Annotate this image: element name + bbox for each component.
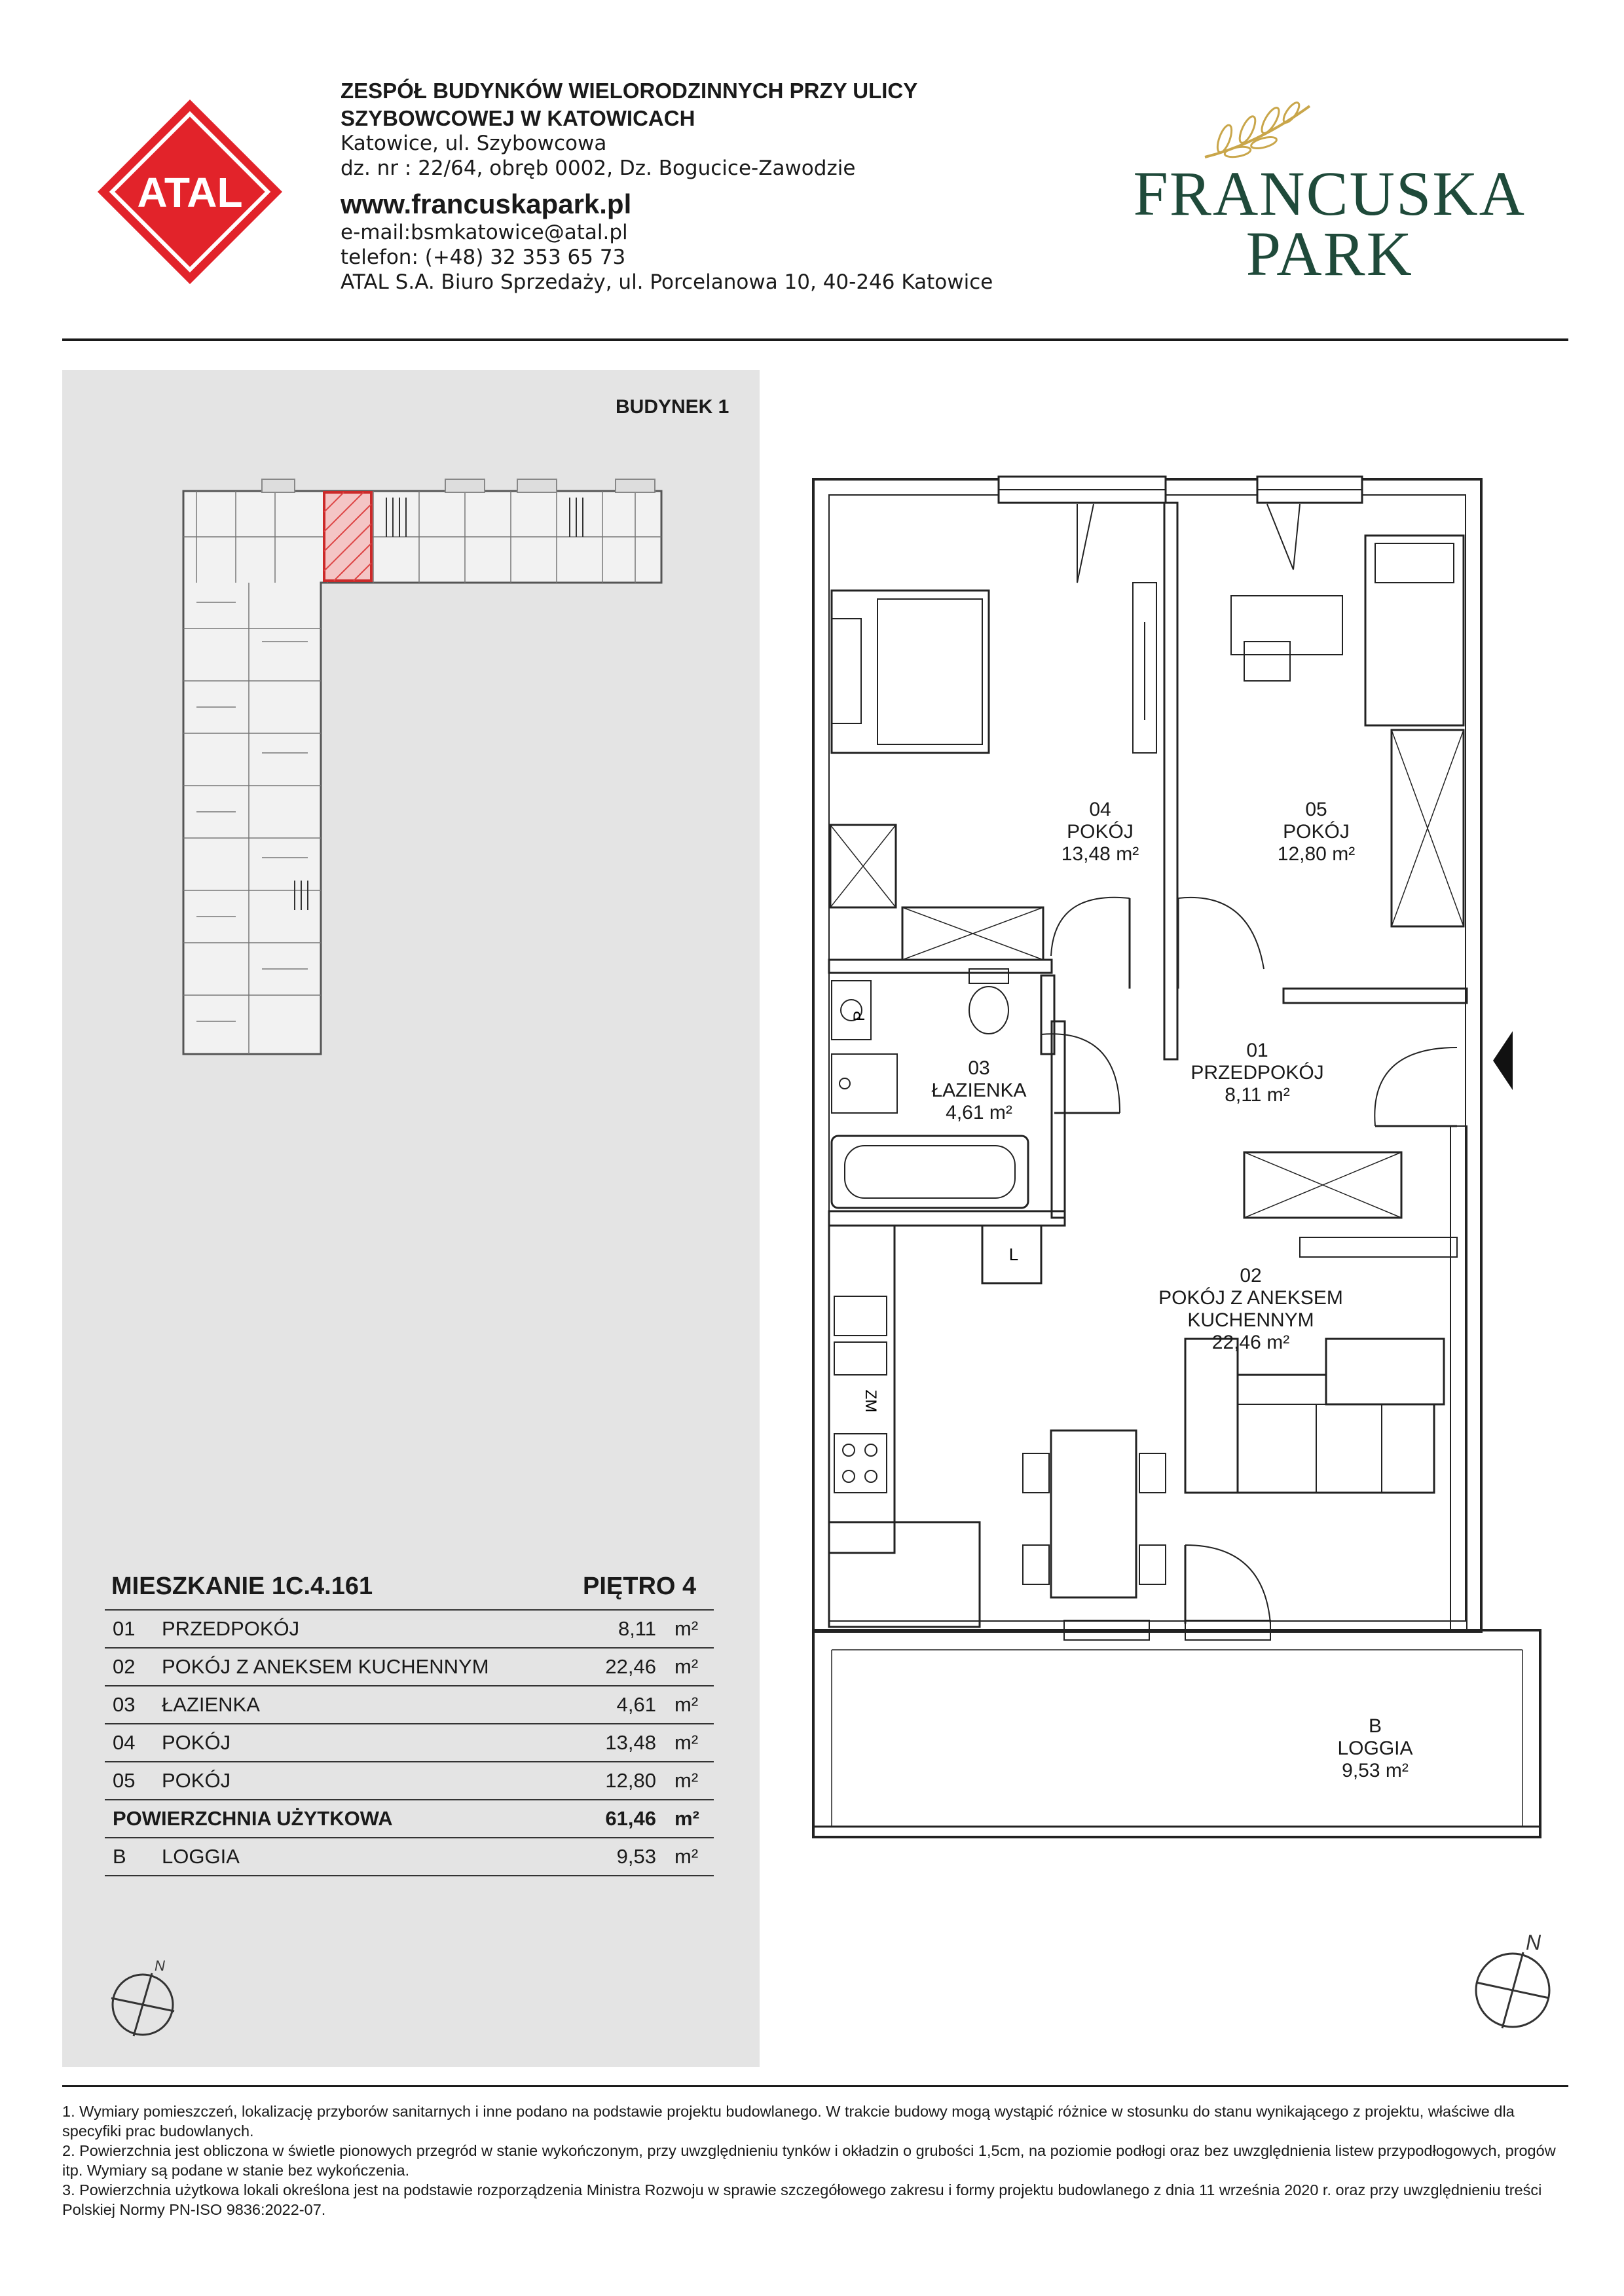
project-title: ZESPÓŁ BUDYNKÓW WIELORODZINNYCH PRZY ULICY SZYBOWCOWEJ W KATOWICACH	[341, 79, 918, 130]
parcel-info: dz. nr : 22/64, obręb 0002, Dz. Bogucice-Zawodzie	[341, 156, 856, 180]
footnotes	[62, 2102, 1568, 2219]
svg-text:N: N	[1526, 1931, 1541, 1954]
atal-logo-text: ATAL	[137, 169, 243, 216]
fridge-label: L	[1008, 1245, 1019, 1264]
apartment-floor-plan	[805, 471, 1559, 1846]
building-label: BUDYNEK 1	[616, 396, 729, 418]
floor-number: PIĘTRO 4	[583, 1573, 697, 1600]
laurel-icon	[1198, 98, 1316, 164]
loggia-label: B LOGGIA 9,53 m²	[1337, 1715, 1413, 1781]
table-row: 04 POKÓJ 13,48 m²	[105, 1724, 714, 1762]
francuska-park-logo: FRANCUSKA PARK	[1133, 158, 1526, 289]
compass-icon-small	[105, 1958, 183, 2043]
entrance-arrow-icon	[1493, 1031, 1513, 1090]
loggia-row: B LOGGIA 9,53 m²	[105, 1838, 714, 1876]
usable-area-row: POWIERZCHNIA UŻYTKOWA 61,46 m²	[105, 1800, 714, 1838]
compass-icon	[1467, 1931, 1565, 2036]
phone: telefon: (+48) 32 353 65 73	[341, 246, 626, 269]
room-05-label: 05 POKÓJ 12,80 m²	[1277, 799, 1356, 865]
apartment-number: MIESZKANIE 1C.4.161	[111, 1573, 373, 1600]
dishwasher-label: ZM	[862, 1389, 879, 1413]
room-03-label: 03 ŁAZIENKA 4,61 m²	[931, 1057, 1027, 1123]
header-divider	[62, 338, 1568, 341]
footnote: 1. Wymiary pomieszczeń, lokalizację przyborów sanitarnych i inne podano na podstawie projektu budowlanego. W trakcie budowy mogą wystąpić różnice w stosunku do stanu wynikającego z projektu, właściwe dla specyfiki prac budowlanych.	[62, 2103, 1515, 2140]
table-row: 05 POKÓJ 12,80 m²	[105, 1762, 714, 1800]
atal-logo	[95, 97, 285, 287]
footnote: 2. Powierzchnia jest obliczona w świetle pionowych przegród w stanie wykończonym, przy uwzględnieniu tynków i okładzin o grubości 1,5cm, na poziomie podłogi oraz bez uwzględnienia listew przypodłogowych, progów itp. Wymiary są podane w stanie bez wykończenia.	[62, 2142, 1556, 2179]
room-area-table	[105, 1609, 714, 1876]
washer-label: P	[851, 1010, 868, 1022]
table-row: 02 POKÓJ Z ANEKSEM KUCHENNYM 22,46 m²	[105, 1648, 714, 1686]
address: Katowice, ul. Szybowcowa	[341, 132, 607, 155]
table-row: 03 ŁAZIENKA 4,61 m²	[105, 1686, 714, 1724]
website-link[interactable]: www.francuskapark.pl	[341, 189, 632, 219]
room-01-label: 01 PRZEDPOKÓJ 8,11 m²	[1190, 1040, 1324, 1106]
room-02-label: 02 POKÓJ Z ANEKSEM KUCHENNYM 22,46 m²	[1158, 1265, 1343, 1353]
room-04-label: 04 POKÓJ 13,48 m²	[1061, 799, 1139, 865]
svg-text:N: N	[155, 1958, 165, 1974]
sales-office: ATAL S.A. Biuro Sprzedaży, ul. Porcelanowa 10, 40-246 Katowice	[341, 270, 993, 294]
footnote: 3. Powierzchnia użytkowa lokali określona jest na podstawie rozporządzenia Ministra Rozwoju w sprawie szczegółowego zakresu i formy projektu budowlanego z dnia 11 września 2020 r. oraz przy uwzględnieniu treści Polskiej Normy PN-ISO 9836:2022-07.	[62, 2181, 1542, 2218]
footer-divider	[62, 2085, 1568, 2087]
building-key-plan	[177, 471, 668, 1061]
email-link[interactable]: e-mail:bsmkatowice@atal.pl	[341, 221, 628, 244]
table-row: 01 PRZEDPOKÓJ 8,11 m²	[105, 1610, 714, 1648]
